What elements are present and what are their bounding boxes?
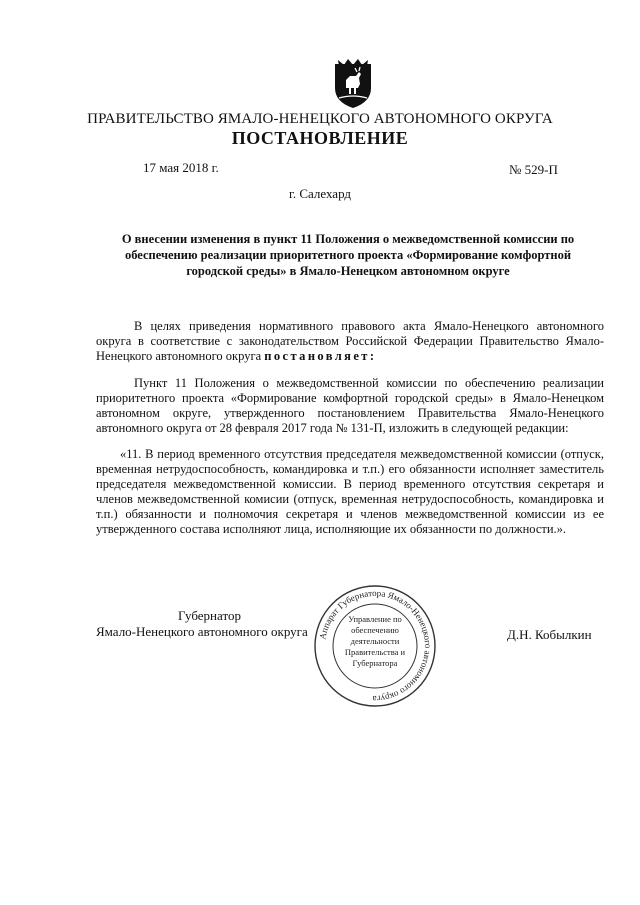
- organization-header: ПРАВИТЕЛЬСТВО ЯМАЛО-НЕНЕЦКОГО АВТОНОМНОГО ОКРУГА: [87, 111, 553, 127]
- signatory-organization: Ямало-Ненецкого автономного округа: [96, 624, 308, 639]
- document-title: О внесении изменения в пункт 11 Положения о межведомственной комиссии по обеспечению реализации приоритетного проекта «Формирование комфортной городской среды» в Ямало-Ненецком автономном округе: [121, 232, 575, 278]
- stamp-inner-text: Управление по обеспечению деятельности Правительства и Губернатора: [344, 614, 406, 668]
- signatory-title: Губернатор: [178, 608, 241, 623]
- new-wording-text: «11. В период временного отсутствия председателя межведомственной комиссии (отпуск, временная нетрудоспособность, командировка и т.п.) его обязанности исполняет заместитель председателя межведомственной комиссии. В период временного отсутствия секретаря и членов межведомственной комисии (отпуск, временная нетрудоспособность, командировка и т.п.) обязанности и полномочия секретаря и членов межведомственной комиссии из ее утвержденного состава исполняют лица, исполняющие их обязанности по должности.».: [96, 447, 604, 536]
- document-type: ПОСТАНОВЛЕНИЕ: [231, 128, 409, 148]
- amendment-paragraph: [96, 376, 604, 436]
- preamble-paragraph: [96, 319, 604, 364]
- document-date: 17 мая 2018 г.: [143, 160, 219, 175]
- signatory-name: Д.Н. Кобылкин: [507, 627, 592, 642]
- stamp-ring-text: Аппарат Губернатора Ямало-Ненецкого автономного округа: [317, 587, 434, 705]
- decree-word: постановляет:: [264, 349, 377, 363]
- amendment-text: Пункт 11 Положения о межведомственной комиссии по обеспечению реализации приоритетного проекта «Формирование комфортной городской среды» в Ямало-Ненецком автономном округе, утвержденного постановлением Правительства Ямало-Ненецкого автономного округа от 28 февраля 2017 года № 131-П, изложить в следующей редакции:: [96, 376, 604, 435]
- document-city: г. Салехард: [288, 186, 352, 201]
- preamble-text: В целях приведения нормативного правового акта Ямало-Ненецкого автономного округа в соответствие с законодательством Российской Федерации Правительство Ямало-Ненецкого автономного округа: [96, 319, 604, 363]
- document-number: № 529-П: [509, 162, 558, 177]
- coat-of-arms-icon: [332, 58, 374, 110]
- new-wording-paragraph: [96, 447, 604, 537]
